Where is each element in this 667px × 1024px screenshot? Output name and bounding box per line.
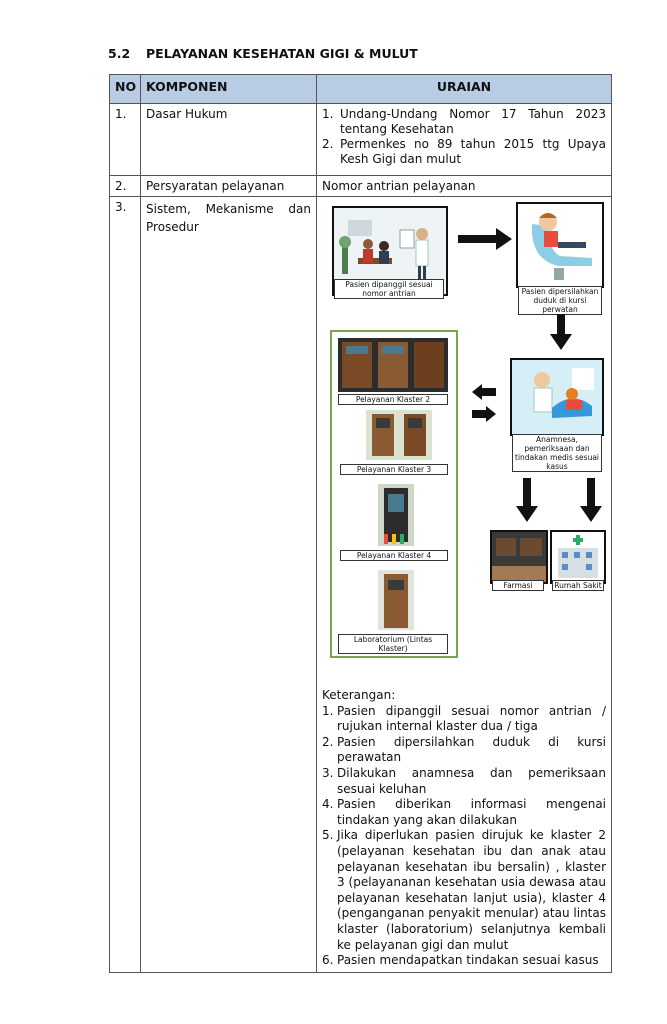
farmasi-caption: Farmasi	[492, 580, 544, 591]
row-uraian: Nomor antrian pelayanan	[317, 176, 612, 197]
section-number: 5.2	[108, 46, 131, 61]
laboratory-photo	[378, 570, 414, 630]
klaster4-caption: Pelayanan Klaster 4	[340, 550, 448, 561]
list-item: 3. Dilakukan anamnesa dan pemeriksaan sesuai keluhan	[322, 765, 606, 796]
arrow-right-icon	[472, 406, 496, 422]
list-item: 2. Pasien dipersilahkan duduk di kursi perawatan	[322, 734, 606, 765]
keterangan-title: Keterangan:	[322, 688, 396, 702]
lab-caption: Laboratorium (Lintas Klaster)	[338, 634, 448, 654]
row-uraian	[317, 104, 612, 176]
klaster4-photo	[378, 484, 414, 546]
table-row	[110, 197, 612, 973]
table-row	[110, 104, 612, 176]
row-no: 1.	[110, 104, 141, 176]
list-item: 6. Pasien mendapatkan tindakan sesuai kasus	[322, 953, 599, 968]
list-item: 1. Undang-Undang Nomor 17 Tahun 2023 tentang Kesehatan	[322, 107, 606, 136]
arrow-down-icon	[550, 314, 572, 350]
row-uraian	[317, 197, 612, 973]
hospital-box	[550, 530, 606, 584]
list-item: 4. Pasien diberikan informasi mengenai tindakan yang akan dilakukan	[322, 797, 606, 827]
hospital-caption: Rumah Sakit	[552, 580, 604, 591]
list-item: 2. Permenkes no 89 tahun 2015 ttg Upaya Kesh Gigi dan mulut	[322, 137, 606, 166]
arrow-down-icon	[516, 478, 538, 522]
header-no: NO	[110, 75, 141, 104]
step3-box	[510, 358, 604, 436]
dental-chair-illustration	[518, 204, 602, 286]
row-komponen: Sistem, Mekanisme dan Prosedur	[141, 197, 317, 973]
table-row	[110, 176, 612, 197]
list-item: 1. Pasien dipanggil sesuai nomor antrian / rujukan internal klaster dua / tiga	[322, 703, 606, 734]
dental-exam-illustration	[512, 360, 602, 434]
arrow-left-icon	[472, 384, 496, 400]
arrow-right-icon	[458, 228, 512, 250]
service-table	[109, 74, 612, 973]
klaster3-photo	[366, 410, 432, 460]
step2-caption: Pasien dipersilahkan duduk di kursi perwatan	[518, 286, 602, 315]
klaster2-photo	[338, 338, 448, 392]
step2-box	[516, 202, 604, 288]
legal-basis-list	[322, 107, 606, 167]
klaster3-caption: Pelayanan Klaster 3	[340, 464, 448, 475]
row-no: 3.	[110, 197, 141, 973]
arrow-down-icon	[580, 478, 602, 522]
flow-diagram	[322, 202, 612, 680]
header-komponen: KOMPONEN	[141, 75, 317, 104]
row-komponen: Persyaratan pelayanan	[141, 176, 317, 197]
step3-caption: Anamnesa, pemeriksaan dan tindakan medis sesuai kasus	[512, 434, 602, 472]
section-title	[108, 46, 418, 61]
keterangan-section	[322, 688, 606, 969]
hospital-icon	[552, 532, 604, 582]
klaster2-caption: Pelayanan Klaster 2	[338, 394, 448, 405]
farmasi-box	[490, 530, 548, 584]
row-no: 2.	[110, 176, 141, 197]
step1-caption: Pasien dipanggil sesuai nomor antrian	[334, 279, 444, 299]
row-komponen: Dasar Hukum	[141, 104, 317, 176]
keterangan-list	[322, 704, 606, 969]
table-header-row	[110, 75, 612, 104]
section-heading: PELAYANAN KESEHATAN GIGI & MULUT	[146, 46, 418, 61]
header-uraian: URAIAN	[317, 75, 612, 104]
list-item: 5. Jika diperlukan pasien dirujuk ke klaster 2 (pelayanan kesehatan ibu dan anak atau pelayanan kesehatan ibu bersalin) , klaster 3 (pelayananan kesehatan usia dewasa atau pelayanan kesehatan lanjut usia), klaster 4 (penganganan penyakit menular) atau lintas klaster (laboratorium) selanjutnya kembali ke pelayanan gigi dan mulut	[322, 828, 606, 952]
pharmacy-photo	[492, 532, 546, 582]
